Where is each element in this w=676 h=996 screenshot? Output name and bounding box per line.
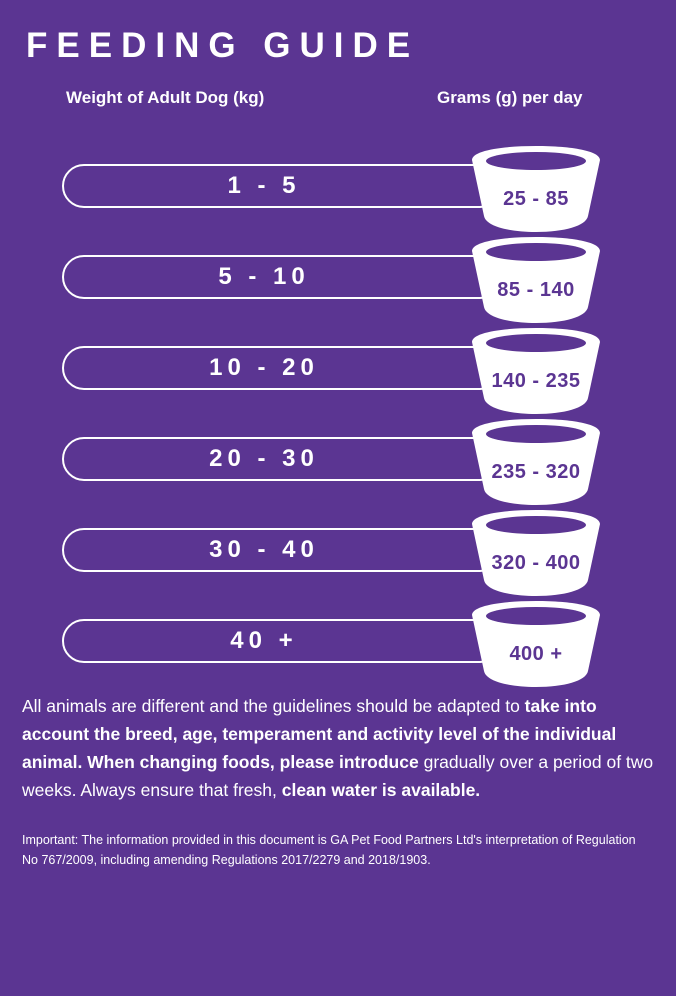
weight-value: 10 - 20 <box>209 354 319 381</box>
dog-bowl-icon <box>466 237 606 323</box>
table-row <box>0 328 676 419</box>
table-row <box>0 146 676 237</box>
guideline-text-1: All animals are different and the guidelines should be adapted to <box>22 696 525 716</box>
column-header-grams: Grams (g) per day <box>437 88 583 107</box>
table-row <box>0 510 676 601</box>
grams-value: 85 - 140 <box>497 279 575 301</box>
column-headers <box>0 88 676 128</box>
table-row <box>0 419 676 510</box>
weight-pill <box>62 164 502 208</box>
grams-value: 25 - 85 <box>503 188 569 210</box>
footnote: Important: The information provided in this document is GA Pet Food Partners Ltd's interpretation of Regulation No 767/2009, including amending Regulations 2017/2279 and 2018/1903. <box>22 833 636 867</box>
dog-bowl-icon <box>466 510 606 596</box>
dog-bowl-icon <box>466 146 606 232</box>
column-header-weight: Weight of Adult Dog (kg) <box>66 88 265 107</box>
weight-pill <box>62 437 502 481</box>
grams-value: 235 - 320 <box>491 461 581 483</box>
guideline-text-bold-2: clean water is available. <box>281 780 481 800</box>
weight-pill <box>62 619 502 663</box>
table-row <box>0 601 676 692</box>
weight-value: 30 - 40 <box>209 536 319 563</box>
guideline-paragraph <box>22 692 654 804</box>
guideline-text-2: gradually over a period of two weeks. Always ensure that fresh, <box>22 752 654 800</box>
grams-value: 400 + <box>509 643 563 665</box>
weight-value: 1 - 5 <box>227 172 301 199</box>
grams-value: 140 - 235 <box>491 370 581 392</box>
weight-value: 40 + <box>230 627 298 654</box>
weight-pill <box>62 255 502 299</box>
weight-value: 20 - 30 <box>209 445 319 472</box>
dog-bowl-icon <box>466 328 606 414</box>
weight-value: 5 - 10 <box>218 263 310 290</box>
table-row <box>0 237 676 328</box>
feeding-rows <box>0 146 676 676</box>
weight-pill <box>62 528 502 572</box>
page-title: FEEDING GUIDE <box>26 26 420 65</box>
guideline-text-bold-1: take into account the breed, age, temperament and activity level of the individual animal. When changing foods, please introduce <box>22 696 617 772</box>
grams-value: 320 - 400 <box>491 552 581 574</box>
weight-pill <box>62 346 502 390</box>
dog-bowl-icon <box>466 419 606 505</box>
dog-bowl-icon <box>466 601 606 687</box>
